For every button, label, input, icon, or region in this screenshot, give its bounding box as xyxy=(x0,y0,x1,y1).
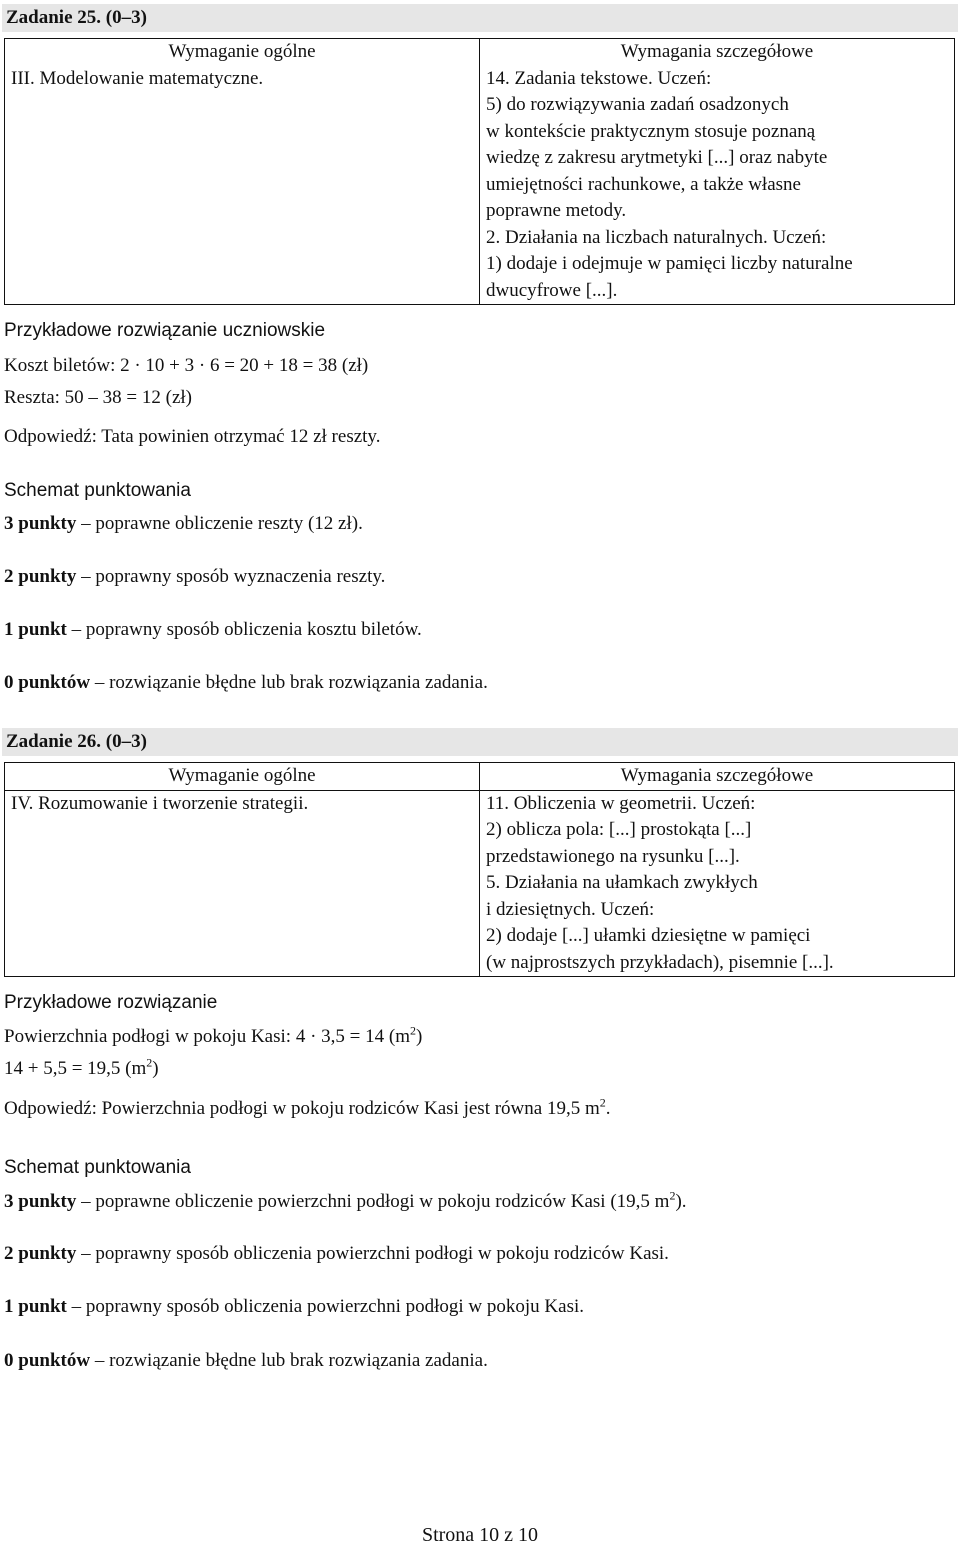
score-points: 2 punkty xyxy=(4,1243,77,1264)
task25-detailed-header: Wymagania szczegółowe xyxy=(480,39,955,66)
task25-general-header: Wymaganie ogólne xyxy=(5,39,480,66)
text: Powierzchnia podłogi w pokoju Kasi: 4 · 3,5 = 14 (m xyxy=(4,1026,410,1047)
task25-solution-line2: Reszta: 50 – 38 = 12 (zł) xyxy=(4,387,193,408)
task26-detailed-text xyxy=(480,790,955,977)
task26-general-requirement: IV. Rozumowanie i tworzenie strategii. xyxy=(11,792,309,814)
task25-scoring-title: Schemat punktowania xyxy=(4,480,191,501)
task26-title: Zadanie 26. (0–3) xyxy=(6,731,147,752)
task25-answer: Odpowiedź: Tata powinien otrzymać 12 zł reszty. xyxy=(4,426,381,447)
task26-answer xyxy=(4,1096,611,1122)
task26-general-text xyxy=(5,790,480,977)
task25-detail-line: umiejętności rachunkowe, a także własne xyxy=(486,173,801,195)
task26-solution-line2 xyxy=(4,1056,159,1082)
superscript: 2 xyxy=(146,1055,153,1070)
task25-score-2 xyxy=(4,564,385,590)
task25-score-1 xyxy=(4,617,422,643)
score-text: – rozwiązanie błędne lub brak rozwiązania zadania. xyxy=(90,1350,488,1371)
superscript: 2 xyxy=(669,1188,676,1203)
task25-title: Zadanie 25. (0–3) xyxy=(6,7,147,28)
text: . xyxy=(605,1098,611,1119)
task25-score-0 xyxy=(4,670,488,696)
task26-requirements-table xyxy=(4,762,955,977)
task25-header xyxy=(2,4,958,32)
task25-detail-line: dwucyfrowe [...]. xyxy=(486,279,618,301)
score-text: – poprawny sposób obliczenia kosztu biletów. xyxy=(66,619,422,640)
task25-detail-line: 5) do rozwiązywania zadań osadzonych xyxy=(486,94,789,115)
page-number: Strona 10 z 10 xyxy=(421,1524,539,1546)
task26-score-1 xyxy=(4,1294,584,1320)
task25-detail-line: 2. Działania na liczbach naturalnych. Uczeń: xyxy=(486,226,827,248)
task26-detailed-header: Wymagania szczegółowe xyxy=(480,763,955,791)
task25-solution-line1: Koszt biletów: 2 · 10 + 3 · 6 = 20 + 18 = 38 (zł) xyxy=(4,355,369,376)
score-text: – poprawne obliczenie powierzchni podłogi w pokoju rodziców Kasi (19,5 m xyxy=(76,1191,670,1212)
task25-detail-line: 1) dodaje i odejmuje w pamięci liczby naturalne xyxy=(486,253,853,274)
task26-score-0 xyxy=(4,1348,488,1374)
task26-scoring-title: Schemat punktowania xyxy=(4,1157,191,1178)
text: ) xyxy=(415,1026,423,1047)
score-points: 3 punkty xyxy=(4,1191,77,1212)
task26-score-3 xyxy=(4,1189,687,1215)
text: Odpowiedź: Powierzchnia podłogi w pokoju rodziców Kasi jest równa 19,5 m xyxy=(4,1098,600,1119)
task25-detailed-text xyxy=(480,66,955,305)
task25-general-requirement: III. Modelowanie matematyczne. xyxy=(11,67,264,89)
score-text: – poprawny sposób wyznaczenia reszty. xyxy=(76,566,386,587)
task26-detail-line: przedstawionego na rysunku [...]. xyxy=(486,845,740,867)
task26-general-header: Wymaganie ogólne xyxy=(5,763,480,791)
task26-detail-line: 2) oblicza pola: [...] prostokąta [...] xyxy=(486,819,752,840)
task26-score-2 xyxy=(4,1241,669,1267)
task26-detail-line: i dziesiętnych. Uczeń: xyxy=(486,898,655,920)
score-text: – poprawne obliczenie reszty (12 zł). xyxy=(76,513,363,534)
text: ) xyxy=(152,1058,159,1079)
task25-detail-line: poprawne metody. xyxy=(486,200,627,221)
score-points: 2 punkty xyxy=(4,566,77,587)
task25-detail-line: w kontekście praktycznym stosuje poznaną xyxy=(486,120,816,142)
task25-requirements-table xyxy=(4,38,955,305)
task26-detail-line: 5. Działania na ułamkach zwykłych xyxy=(486,872,758,893)
task26-solution-title: Przykładowe rozwiązanie xyxy=(4,992,218,1013)
text: 14 + 5,5 = 19,5 (m xyxy=(4,1058,147,1079)
score-points: 0 punktów xyxy=(4,672,91,693)
task26-solution-line1 xyxy=(4,1024,422,1050)
task25-detail-line: 14. Zadania tekstowe. Uczeń: xyxy=(486,67,712,89)
task26-detail-line: 2) dodaje [...] ułamki dziesiętne w pamięci xyxy=(486,925,811,946)
task26-detail-line: (w najprostszych przykładach), pisemnie [...]. xyxy=(486,951,834,973)
score-text: ). xyxy=(675,1191,687,1212)
score-points: 1 punkt xyxy=(4,1296,67,1317)
superscript: 2 xyxy=(409,1023,416,1038)
task25-detail-line: wiedzę z zakresu arytmetyki [...] oraz nabyte xyxy=(486,147,828,168)
superscript: 2 xyxy=(599,1095,606,1110)
score-text: – poprawny sposób obliczenia powierzchni podłogi w pokoju rodziców Kasi. xyxy=(76,1243,669,1264)
task26-detail-line: 11. Obliczenia w geometrii. Uczeń: xyxy=(486,792,756,814)
task25-solution-title: Przykładowe rozwiązanie uczniowskie xyxy=(4,320,326,341)
score-text: – rozwiązanie błędne lub brak rozwiązania zadania. xyxy=(90,672,488,693)
task26-header xyxy=(2,728,958,756)
score-points: 3 punkty xyxy=(4,513,77,534)
task25-score-3 xyxy=(4,511,363,537)
score-points: 1 punkt xyxy=(4,619,67,640)
score-text: – poprawny sposób obliczenia powierzchni podłogi w pokoju Kasi. xyxy=(66,1296,584,1317)
task25-general-text xyxy=(5,66,480,305)
score-points: 0 punktów xyxy=(4,1350,91,1371)
